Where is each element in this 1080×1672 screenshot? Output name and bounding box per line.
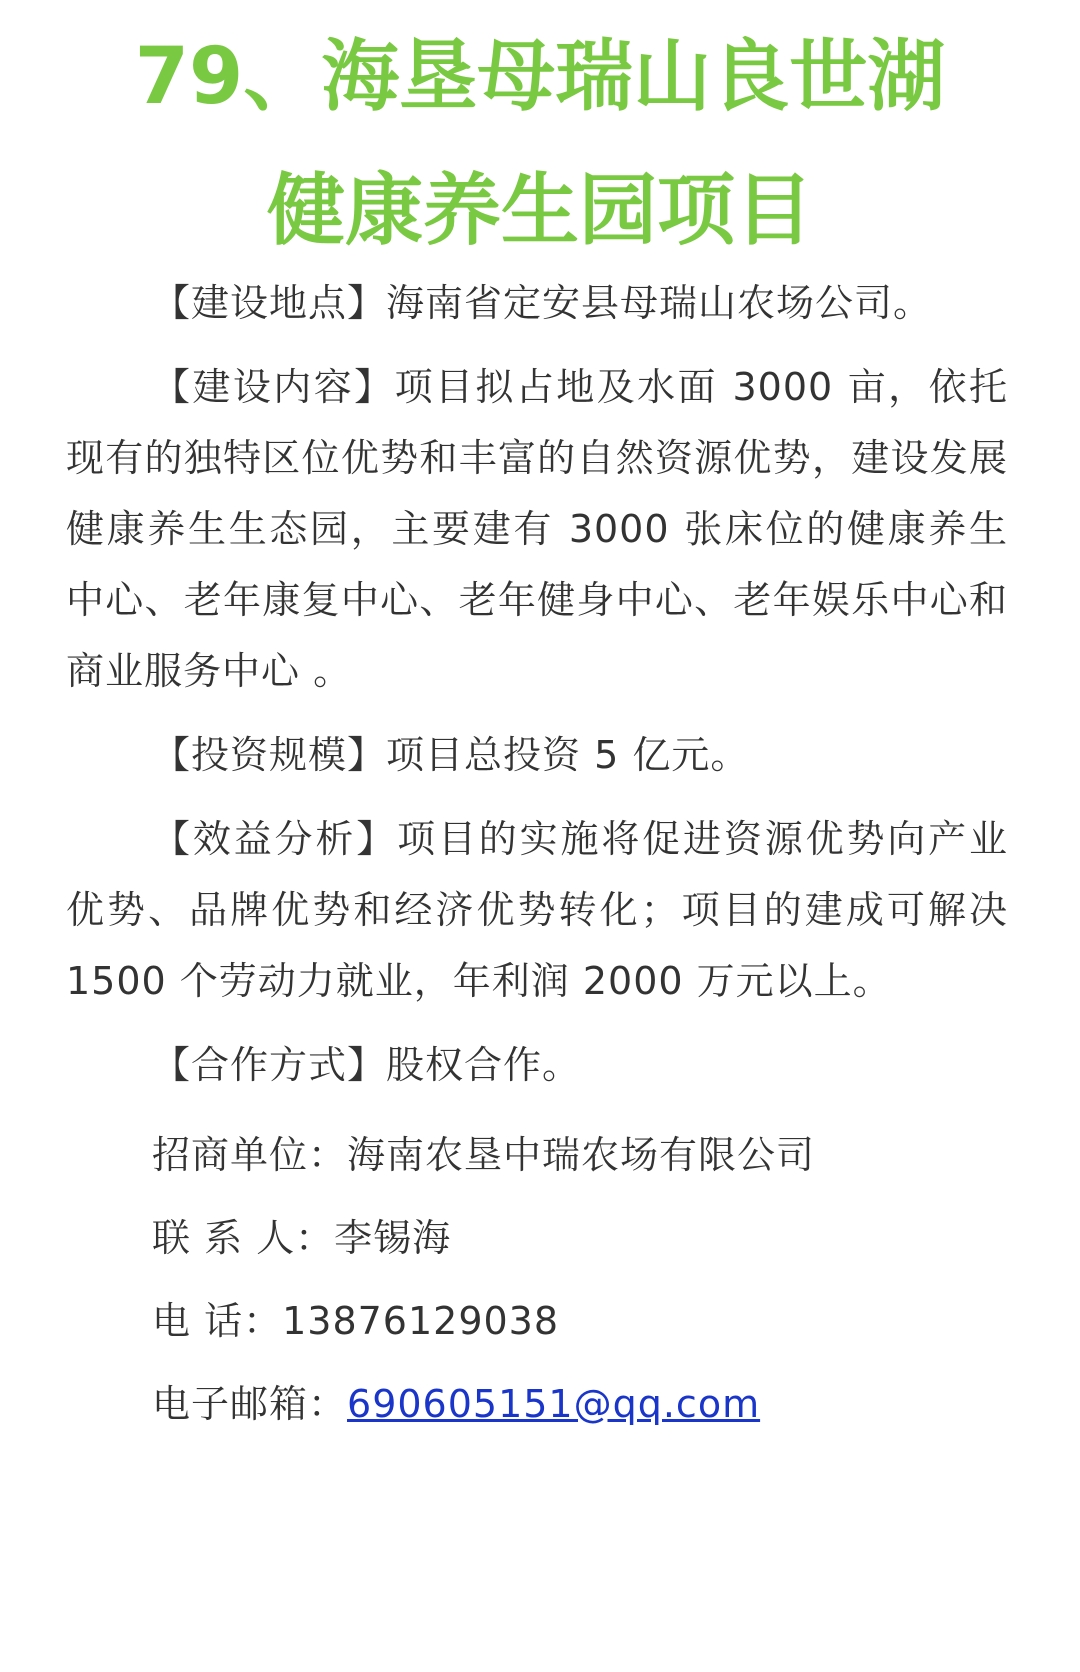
page-title (0, 0, 1080, 278)
project-details (66, 268, 1008, 1446)
section-investment: 【投资规模】项目总投资 5 亿元。 (152, 733, 750, 777)
contact-email (66, 1363, 1008, 1446)
section-benefit: 【效益分析】项目的实施将促进资源优势向产业优势、品牌优势和经济优势转化；项目的建成可解决 1500 个劳动力就业，年利润 2000 万元以上。 (66, 817, 1008, 1003)
email-link[interactable]: 690605151@qq.com (347, 1382, 761, 1426)
contact-person-value: 李锡海 (334, 1216, 452, 1260)
contact-phone (66, 1280, 1008, 1363)
contact-unit-label: 招商单位： (152, 1133, 348, 1177)
contact-unit-value: 海南农垦中瑞农场有限公司 (347, 1133, 816, 1177)
title-line-2: 健康养生园项目 (266, 166, 813, 256)
contact-phone-value[interactable]: 13876129038 (282, 1299, 560, 1343)
contact-person-label: 联 系 人： (152, 1216, 335, 1260)
section-cooperation: 【合作方式】股权合作。 (152, 1043, 582, 1087)
contact-phone-label: 电 话： (152, 1299, 283, 1343)
contact-email-label: 电子邮箱： (152, 1382, 348, 1426)
contact-person (66, 1197, 1008, 1280)
section-location: 【建设地点】海南省定安县母瑞山农场公司。 (152, 281, 933, 325)
section-content: 【建设内容】项目拟占地及水面 3000 亩，依托现有的独特区位优势和丰富的自然资源优势，建设发展健康养生生态园，主要建有 3000 张床位的健康养生中心、老年康复中心、老年健身中心、老年娱乐中心和商业服务中心 。 (66, 365, 1008, 693)
title-line-1: 79、海垦母瑞山良世湖 (134, 32, 946, 122)
contact-unit (66, 1114, 1008, 1197)
